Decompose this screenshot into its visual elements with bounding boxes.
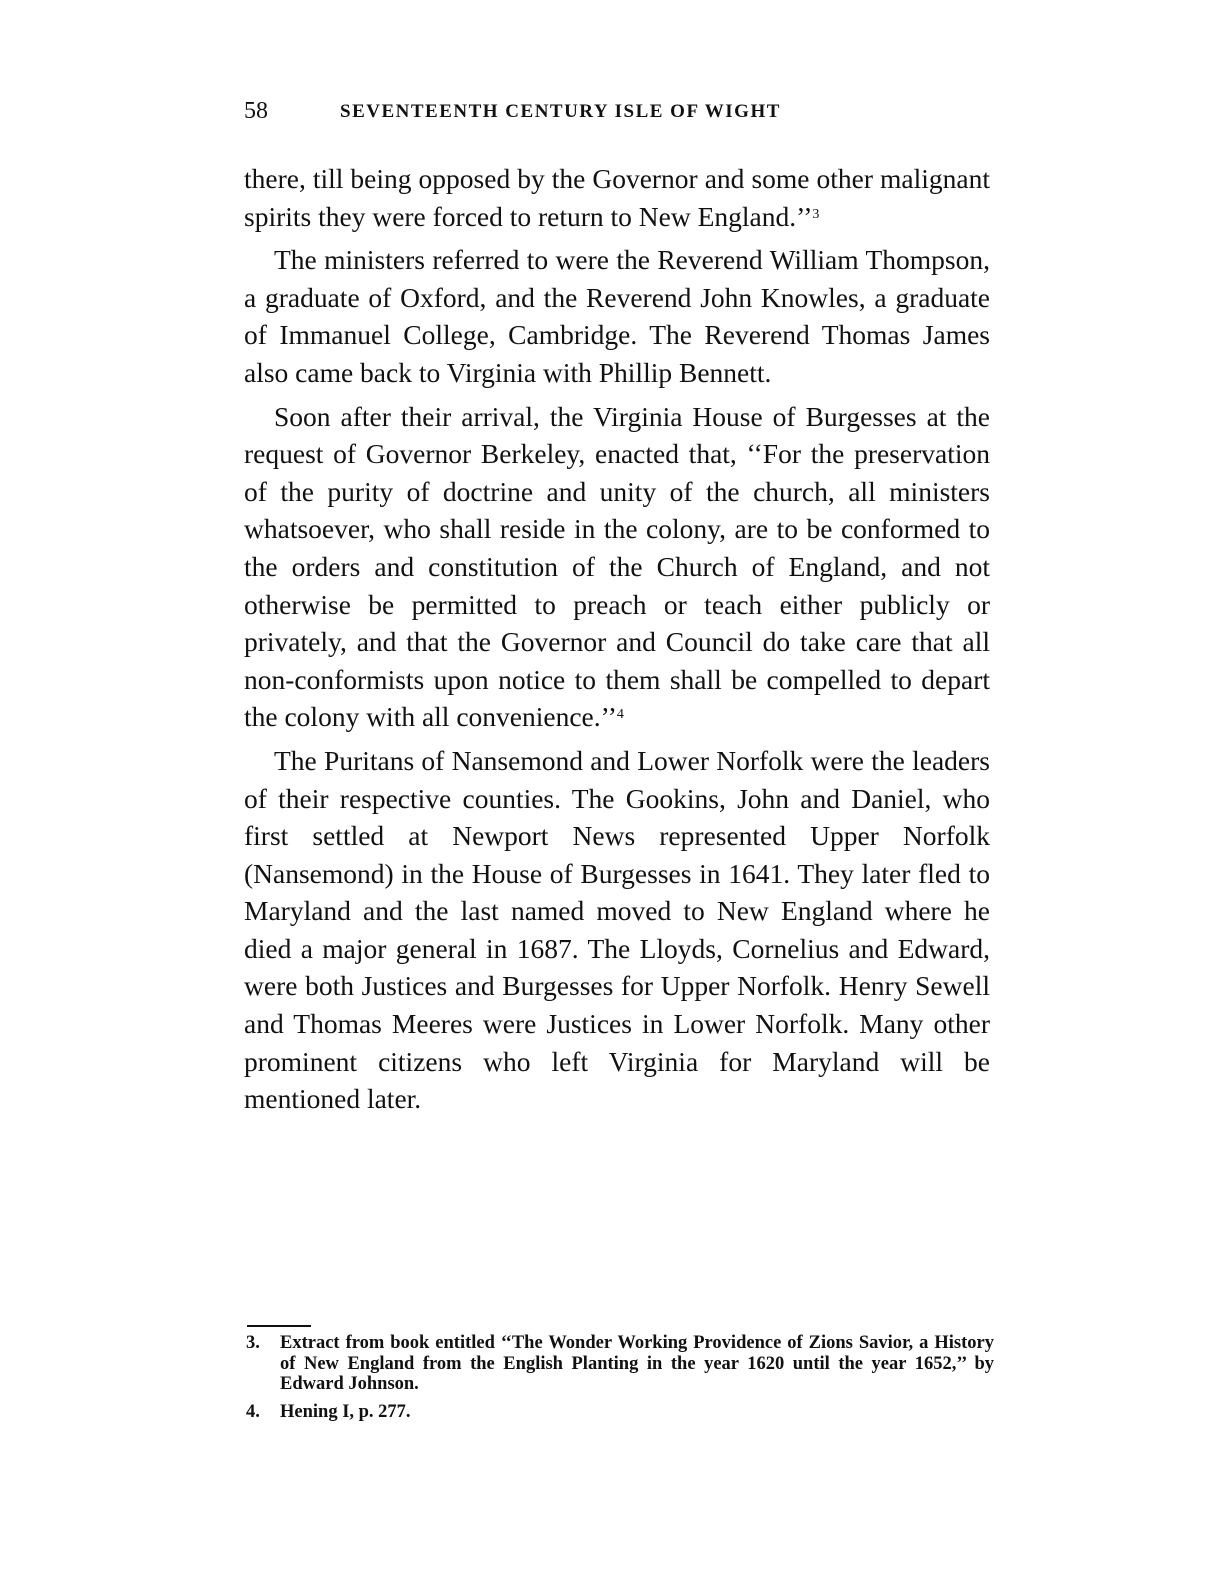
body-text: [244, 160, 990, 1124]
footnotes: [246, 1333, 994, 1429]
footnote: [246, 1402, 994, 1423]
paragraph: [244, 742, 990, 1118]
running-title: SEVENTEENTH CENTURY ISLE OF WIGHT: [340, 101, 781, 122]
paragraph: [244, 160, 990, 235]
paragraph-text: The Puritans of Nansemond and Lower Norfolk were the leaders of their respective counties. The Gookins, John and Daniel, who first settled at Newport News represented Upper Norfolk (Nansemond) in the House of Burgesses in 1641. They later fled to Maryland and the last named moved to New England where he died a major general in 1687. The Lloyds, Cornelius and Edward, were both Justices and Burgesses for Upper Norfolk. Henry Sewell and Thomas Meeres were Justices in Lower Norfolk. Many other prominent citizens who left Virginia for Maryland will be mentioned later.: [244, 744, 990, 1115]
page-header: [244, 98, 990, 128]
footnote: [246, 1333, 994, 1395]
footnote-ref: 3: [812, 206, 820, 222]
paragraph: [244, 241, 990, 391]
footnote-number: 3.: [246, 1333, 260, 1353]
paragraph-text: Soon after their arrival, the Virginia House of Burgesses at the request of Governor Berkeley, enacted that, ‘‘For the preservation of the purity of doctrine and unity of the church, all ministers whatsoever, who shall reside in the colony, are to be conformed to the orders and constitution of the Church of England, and not otherwise be permitted to preach or teach either publicly or privately, and that the Governor and Council do take care that all non-conformists upon notice to them shall be compelled to depart the colony with all convenience.’’: [244, 400, 990, 733]
page-number: 58: [244, 98, 268, 124]
footnote-ref: 4: [616, 707, 624, 723]
footnote-text: Extract from book entitled ‘‘The Wonder Working Providence of Zions Savior, a History of New England from the English Planting in the year 1620 until the year 1652,’’ by Edward Johnson.: [280, 1333, 994, 1394]
paragraph-text: The ministers referred to were the Reverend William Thompson, a graduate of Oxford, and the Reverend John Knowles, a graduate of Immanuel College, Cambridge. The Reverend Thomas James also came back to Virginia with Phillip Bennett.: [244, 244, 990, 388]
footnote-text: Hening I, p. 277.: [280, 1401, 411, 1422]
footnote-divider: [247, 1325, 311, 1327]
paragraph-text: there, till being opposed by the Governor and some other malignant spirits they were forced to return to New England.’’: [244, 163, 990, 232]
paragraph: [244, 398, 990, 736]
footnote-number: 4.: [246, 1401, 260, 1422]
